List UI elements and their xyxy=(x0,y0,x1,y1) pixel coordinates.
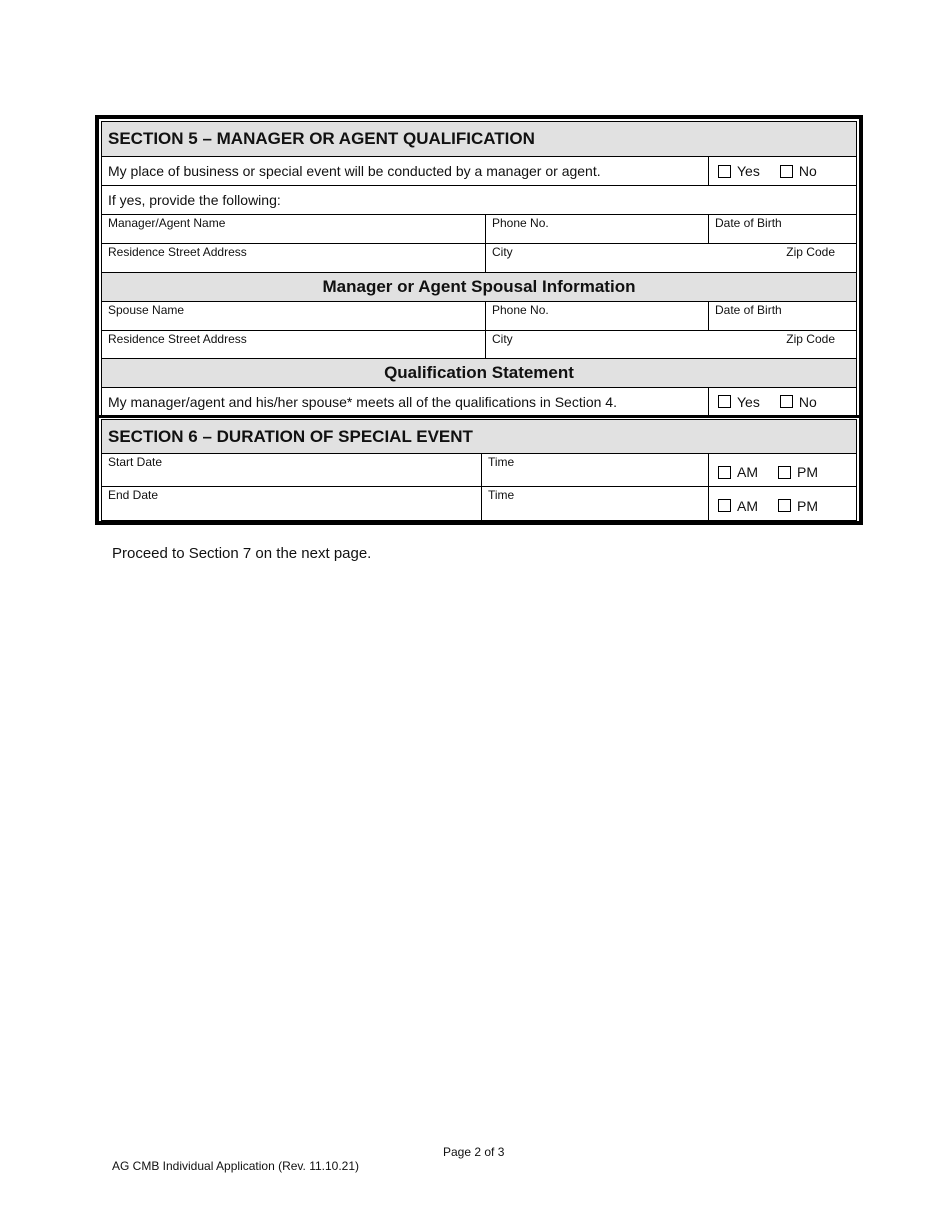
start-am-checkbox[interactable] xyxy=(718,464,758,480)
am-label: AM xyxy=(737,464,758,480)
manager-city-label: City xyxy=(492,245,513,259)
section5-header xyxy=(101,121,857,157)
form-id: AG CMB Individual Application (Rev. 11.10.21) xyxy=(112,1159,360,1173)
manager-dob-label: Date of Birth xyxy=(715,216,782,230)
checkbox-box xyxy=(718,466,731,479)
start-time-field[interactable] xyxy=(481,453,709,487)
spouse-city-label: City xyxy=(492,332,513,346)
section5-title: SECTION 5 – MANAGER OR AGENT QUALIFICATION xyxy=(108,129,535,148)
spouse-zip-label: Zip Code xyxy=(786,332,835,346)
end-pm-checkbox[interactable] xyxy=(778,498,818,514)
pm-label: PM xyxy=(797,464,818,480)
manager-address-label: Residence Street Address xyxy=(108,245,247,259)
pm-label: PM xyxy=(797,497,818,514)
manager-question-cell xyxy=(101,156,709,186)
spouse-address-label: Residence Street Address xyxy=(108,332,247,346)
end-ampm-options xyxy=(708,486,857,521)
manager-question-options xyxy=(708,156,857,186)
proceed-note: Proceed to Section 7 on the next page. xyxy=(112,545,372,562)
start-date-field[interactable] xyxy=(101,453,482,487)
if-yes-text: If yes, provide the following: xyxy=(108,192,281,208)
no-label: No xyxy=(798,163,817,179)
yes-label: Yes xyxy=(737,163,760,179)
spouse-phone-label: Phone No. xyxy=(492,303,549,317)
spouse-address-field[interactable] xyxy=(101,330,486,359)
manager-no-checkbox[interactable] xyxy=(780,163,817,179)
form-table xyxy=(95,115,863,525)
if-yes-cell xyxy=(101,185,857,215)
checkbox-box xyxy=(718,165,731,178)
end-date-label: End Date xyxy=(108,488,159,502)
start-pm-checkbox[interactable] xyxy=(778,464,818,480)
qualification-title: Qualification Statement xyxy=(384,363,574,382)
checkbox-box xyxy=(778,499,791,512)
checkbox-box xyxy=(780,395,793,408)
qualification-statement-cell xyxy=(101,387,709,416)
end-time-field[interactable] xyxy=(481,486,709,521)
end-am-checkbox[interactable] xyxy=(718,498,758,514)
spouse-phone-field[interactable] xyxy=(485,301,709,331)
manager-city-zip-field[interactable] xyxy=(485,243,857,273)
end-date-field[interactable] xyxy=(101,486,482,521)
qualification-statement: My manager/agent and his/her spouse* meets all of the qualifications in Section 4. xyxy=(108,393,617,410)
spouse-dob-label: Date of Birth xyxy=(715,303,782,317)
spouse-dob-field[interactable] xyxy=(708,301,857,331)
section6-title: SECTION 6 – DURATION OF SPECIAL EVENT xyxy=(108,426,473,446)
section6-header xyxy=(101,419,857,454)
manager-question: My place of business or special event will be conducted by a manager or agent. xyxy=(108,163,601,179)
spouse-city-zip-field[interactable] xyxy=(485,330,857,359)
manager-dob-field[interactable] xyxy=(708,214,857,244)
manager-phone-label: Phone No. xyxy=(492,216,549,230)
qualification-header xyxy=(101,358,857,388)
manager-address-field[interactable] xyxy=(101,243,486,273)
yes-label: Yes xyxy=(737,393,760,410)
start-ampm-options xyxy=(708,453,857,487)
manager-name-label: Manager/Agent Name xyxy=(108,216,226,230)
checkbox-box xyxy=(718,395,731,408)
qualification-options xyxy=(708,387,857,416)
manager-name-field[interactable] xyxy=(101,214,486,244)
start-time-label: Time xyxy=(488,455,515,469)
spouse-name-field[interactable] xyxy=(101,301,486,331)
spouse-title: Manager or Agent Spousal Information xyxy=(322,277,636,296)
spouse-header xyxy=(101,272,857,302)
qualification-yes-checkbox[interactable] xyxy=(718,394,760,410)
checkbox-box xyxy=(778,466,791,479)
manager-zip-label: Zip Code xyxy=(786,245,835,259)
page-number: Page 2 of 3 xyxy=(443,1145,505,1159)
end-time-label: Time xyxy=(488,488,515,502)
section-divider xyxy=(99,415,859,418)
start-date-label: Start Date xyxy=(108,455,163,469)
manager-yes-checkbox[interactable] xyxy=(718,163,760,179)
manager-phone-field[interactable] xyxy=(485,214,709,244)
checkbox-box xyxy=(780,165,793,178)
checkbox-box xyxy=(718,499,731,512)
no-label: No xyxy=(798,393,817,410)
spouse-name-label: Spouse Name xyxy=(108,303,185,317)
qualification-no-checkbox[interactable] xyxy=(780,394,817,410)
am-label: AM xyxy=(737,497,758,514)
